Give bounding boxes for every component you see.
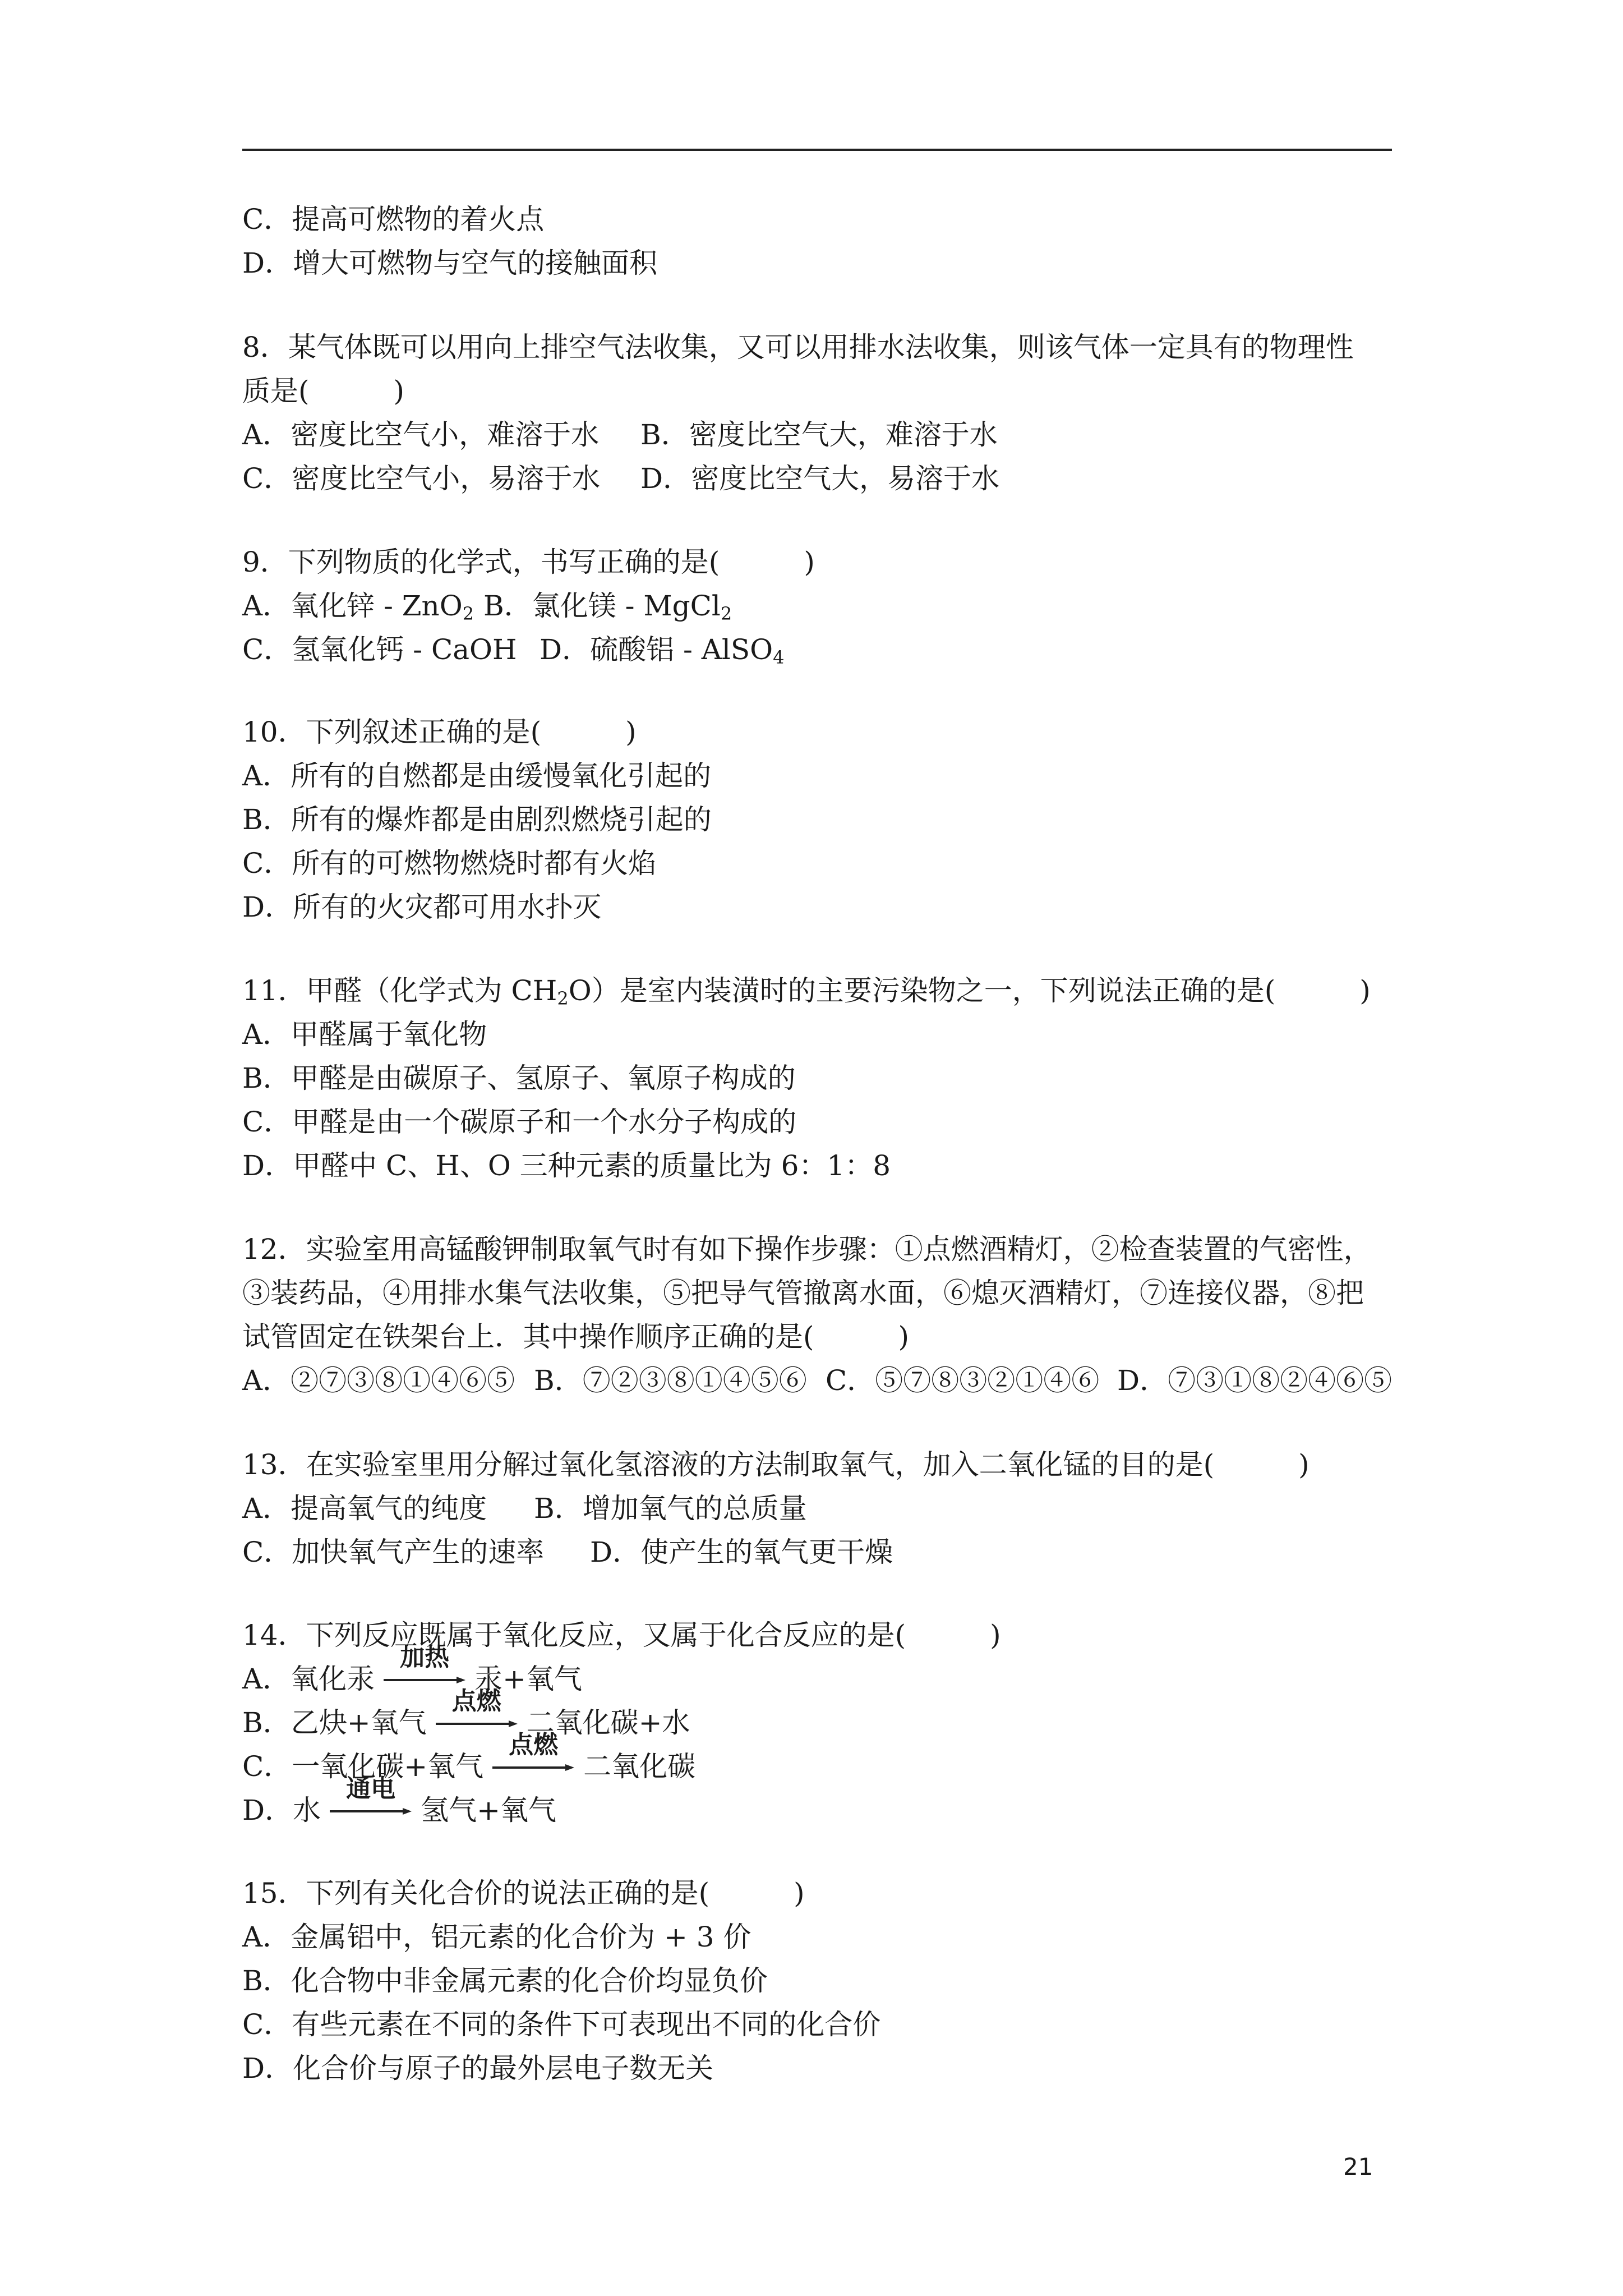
answer-paren: ) [804, 546, 815, 578]
answer-paren: ) [990, 1619, 1001, 1651]
answer-paren: ) [898, 1320, 910, 1353]
question-12 [242, 1227, 1403, 1402]
option-d: D．硫酸铝 - AlSO$_4$ [540, 633, 785, 668]
answer-paren: ) [1298, 1448, 1310, 1481]
option-a: A．氧化汞 加热 汞+氧气 [242, 1643, 583, 1695]
options-row [242, 1530, 1403, 1574]
question-stem: 12．实验室用高锰酸钾制取氧气时有如下操作步骤：①点燃酒精灯，②检查装置的气密性， [242, 1233, 1372, 1266]
option-d: D．⑦③①⑧②④⑥⑤ [1117, 1364, 1393, 1397]
question-stem: 8．某气体既可以用向上排空气法收集，又可以用排水法收集，则该气体一定具有的物理性 [242, 331, 1354, 364]
question-stem: 15．下列有关化合价的说法正确的是( ) [242, 1877, 805, 1910]
answer-paren: ) [393, 375, 405, 407]
question-stem: 11．甲醛（化学式为 $CH_2O$）是室内装潢时的主要污染物之一，下列说法正确的是( ) [242, 974, 1371, 1009]
option-c: C．一氧化碳+氧气 点燃 二氧化碳 [242, 1731, 696, 1783]
option-b: B．氯化镁 - MgCl$_2$ [483, 590, 732, 624]
option-c: C．有些元素在不同的条件下可表现出不同的化合价 [242, 2008, 881, 2041]
options-row [242, 1359, 1403, 1402]
question-10 [242, 710, 1403, 929]
option-b: B．乙炔+氧气 点燃 二氧化碳+水 [242, 1687, 690, 1739]
option-d: D．甲醛中 C、H、O 三种元素的质量比为 6：1：8 [242, 1149, 891, 1182]
reaction-condition: 点燃 [451, 1687, 501, 1715]
option-a: A．提高氧气的纯度 [242, 1492, 487, 1525]
option-b: B．增加氧气的总质量 [534, 1492, 807, 1525]
question-stem-cont: 质是( ) [242, 375, 405, 407]
question-15 [242, 1871, 1403, 2090]
options-row [242, 413, 1403, 457]
options-row [242, 1487, 1403, 1530]
question-stem: 14．下列反应既属于氧化反应，又属于化合反应的是( ) [242, 1619, 1001, 1651]
option-b: B．密度比空气大，难溶于水 [640, 418, 998, 451]
option-c: C．提高可燃物的着火点 [242, 203, 545, 236]
option-b: B．化合物中非金属元素的化合价均显负价 [242, 1964, 768, 1997]
reaction-arrow [329, 1774, 413, 1823]
option-d: D．水 通电 氢气+氧气 [242, 1774, 556, 1826]
page-number: 21 [1343, 2153, 1373, 2180]
answer-paren: ) [1359, 974, 1371, 1007]
options-row [242, 584, 1403, 628]
option-a: A．密度比空气小，难溶于水 [242, 418, 600, 451]
arrow-icon [435, 1720, 519, 1728]
question-8 [242, 325, 1403, 500]
option-b: B．所有的爆炸都是由剧烈燃烧引起的 [242, 803, 712, 836]
arrow-icon [491, 1764, 575, 1772]
option-a: A．甲醛属于氧化物 [242, 1018, 487, 1051]
option-c: C．⑤⑦⑧③②①④⑥ [826, 1364, 1100, 1397]
question-stem: 9．下列物质的化学式，书写正确的是( ) [242, 546, 815, 578]
question-13 [242, 1443, 1403, 1574]
header-rule [242, 149, 1392, 151]
option-d: D．密度比空气大，易溶于水 [640, 462, 1000, 495]
answer-paren: ) [794, 1877, 805, 1910]
reaction-condition: 点燃 [509, 1731, 559, 1759]
arrow-icon [382, 1676, 467, 1684]
options-row [242, 628, 1403, 671]
option-d: D．使产生的氧气更干燥 [590, 1536, 893, 1568]
option-a: A．所有的自燃都是由缓慢氧化引起的 [242, 760, 712, 792]
question-stem-cont: ③装药品，④用排水集气法收集，⑤把导气管撤离水面，⑥熄灭酒精灯，⑦连接仪器，⑧把 [242, 1277, 1364, 1309]
answer-paren: ) [625, 716, 637, 748]
option-c: C．甲醛是由一个碳原子和一个水分子构成的 [242, 1106, 797, 1138]
option-a: A．金属铝中，铝元素的化合价为 + 3 价 [242, 1921, 751, 1953]
options-row [242, 457, 1403, 500]
option-d: D．所有的火灾都可用水扑灭 [242, 891, 602, 923]
question-stem-cont: 试管固定在铁架台上．其中操作顺序正确的是( ) [242, 1320, 910, 1353]
option-d: D．化合价与原子的最外层电子数无关 [242, 2052, 714, 2085]
question-stem: 13．在实验室里用分解过氧化氢溶液的方法制取氧气，加入二氧化锰的目的是( ) [242, 1448, 1310, 1481]
question-9 [242, 540, 1403, 671]
question-11 [242, 969, 1403, 1188]
question-stem: 10．下列叙述正确的是( ) [242, 716, 637, 748]
option-a: A．②⑦③⑧①④⑥⑤ [242, 1364, 515, 1397]
option-b: B．甲醛是由碳原子、氢原子、氧原子构成的 [242, 1062, 796, 1094]
option-c: C．密度比空气小，易溶于水 [242, 462, 601, 495]
arrow-icon [329, 1807, 413, 1815]
option-c: C．氢氧化钙 - CaOH [242, 633, 517, 666]
reaction-arrow [435, 1687, 519, 1736]
reaction-condition: 加热 [400, 1643, 450, 1672]
option-d: D．增大可燃物与空气的接触面积 [242, 247, 658, 279]
question-7-continued [242, 197, 1403, 285]
option-b: B．⑦②③⑧①④⑤⑥ [534, 1364, 807, 1397]
reaction-condition: 通电 [346, 1774, 396, 1803]
option-a: A．氧化锌 - ZnO$_2$ [242, 590, 474, 624]
reaction-arrow [491, 1731, 575, 1779]
option-c: C．所有的可燃物燃烧时都有火焰 [242, 847, 657, 880]
question-14 [242, 1613, 1403, 1832]
option-c: C．加快氧气产生的速率 [242, 1536, 545, 1568]
